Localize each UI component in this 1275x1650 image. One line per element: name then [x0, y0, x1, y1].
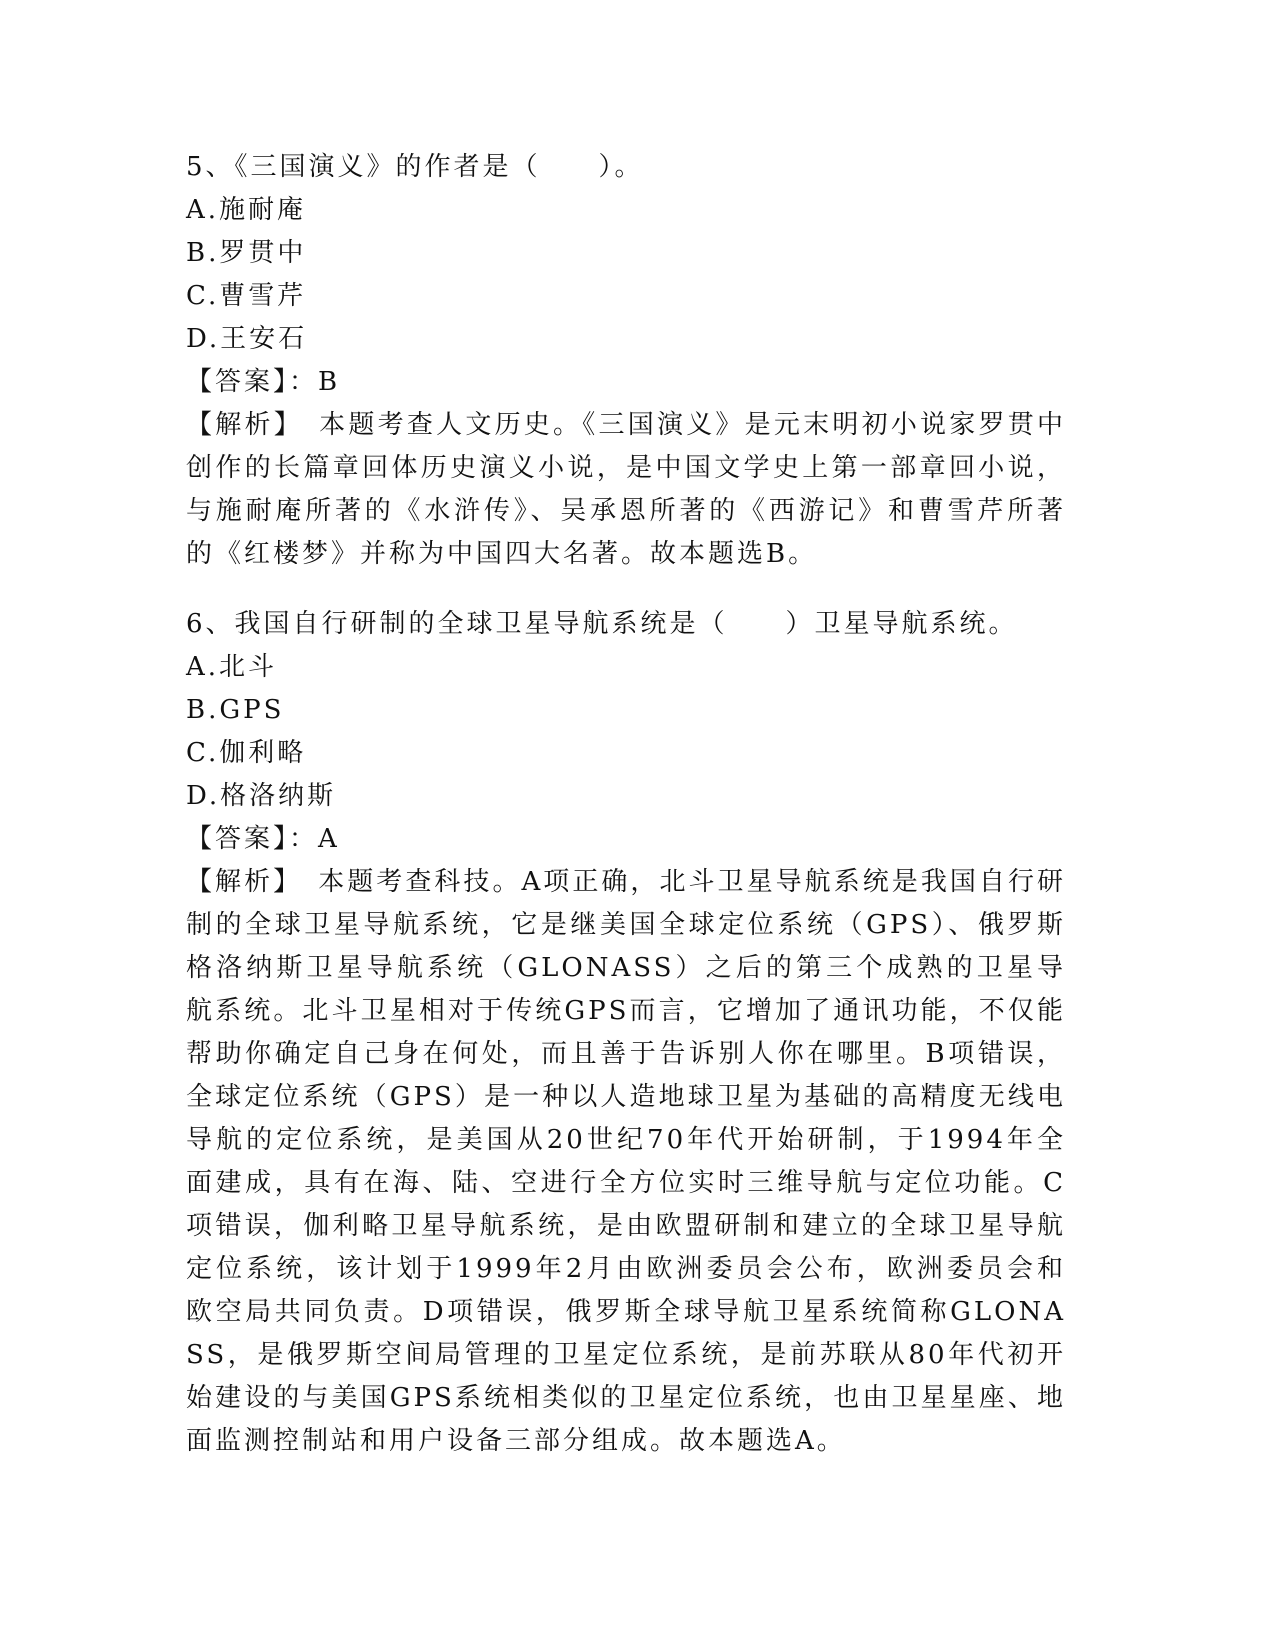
option-c: C.曹雪芹: [186, 281, 307, 311]
question-stem: 6、我国自行研制的全球卫星导航系统是（ ）卫星导航系统。: [186, 609, 1018, 639]
analysis-label: 【解析】: [186, 867, 290, 897]
analysis-paragraph: [186, 861, 1066, 1463]
question-stem: 5、《三国演义》的作者是（ ）。: [186, 152, 644, 182]
option-d: D.王安石: [186, 324, 308, 354]
option-d: D.格洛纳斯: [186, 781, 337, 811]
option-b: B.GPS: [186, 695, 285, 725]
option-b: B.罗贯中: [186, 238, 307, 268]
answer-label: 【答案】：: [186, 824, 319, 854]
answer-value: B: [318, 367, 341, 397]
analysis-text: 本题考查人文历史。《三国演义》是元末明初小说家罗贯中创作的长篇章回体历史演义小说，是中国文学史上第一部章回小说，与施耐庵所著的《水浒传》、吴承恩所著的《西游记》和曹雪芹所著的《红楼梦》并称为中国四大名著。故本题选B。: [186, 410, 1066, 569]
option-a: A.施耐庵: [186, 195, 307, 225]
answer-line: [186, 361, 1066, 404]
option-a: A.北斗: [186, 652, 278, 682]
answer-line: [186, 818, 1066, 861]
analysis-label: 【解析】: [186, 410, 290, 440]
analysis-paragraph: [186, 404, 1066, 576]
question-5: [186, 146, 1066, 576]
question-6: [186, 603, 1066, 1463]
analysis-text: 本题考查科技。A项正确，北斗卫星导航系统是我国自行研制的全球卫星导航系统，它是继美国全球定位系统（GPS）、俄罗斯格洛纳斯卫星导航系统（GLONASS）之后的第三个成熟的卫星导航系统。北斗卫星相对于传统GPS而言，它增加了通讯功能，不仅能帮助你确定自己身在何处，而且善于告诉别人你在哪里。B项错误，全球定位系统（GPS）是一种以人造地球卫星为基础的高精度无线电导航的定位系统，是美国从20世纪70年代开始研制，于1994年全面建成，具有在海、陆、空进行全方位实时三维导航与定位功能。C项错误，伽利略卫星导航系统，是由欧盟研制和建立的全球卫星导航定位系统，该计划于1999年2月由欧洲委员会公布，欧洲委员会和欧空局共同负责。D项错误，俄罗斯全球导航卫星系统简称GLONASS，是俄罗斯空间局管理的卫星定位系统，是前苏联从80年代初开始建设的与美国GPS系统相类似的卫星定位系统，也由卫星星座、地面监测控制站和用户设备三部分组成。故本题选A。: [186, 867, 1066, 1456]
answer-label: 【答案】：: [186, 367, 319, 397]
option-c: C.伽利略: [186, 738, 307, 768]
answer-value: A: [318, 824, 340, 854]
